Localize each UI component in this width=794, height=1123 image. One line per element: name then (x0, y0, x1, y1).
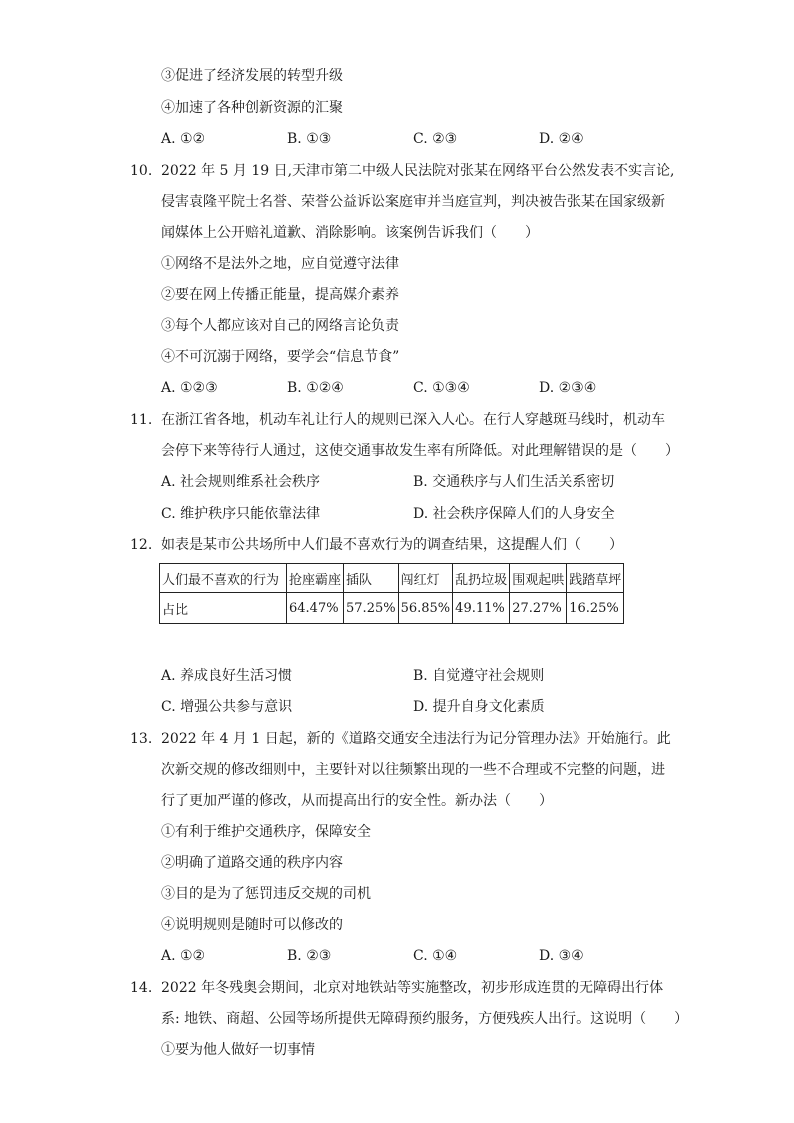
table-row (160, 593, 624, 624)
q14-stem-line-1: 2022 年冬残奥会期间，北京对地铁站等实施整改，初步形成连贯的无障碍出行体 (161, 980, 664, 996)
table-header-cell: 乱扔垃圾 (453, 564, 510, 593)
table-header-cell: 践踏草坪 (567, 564, 624, 593)
q9-choice-c: C. ②③ (413, 131, 458, 147)
q13-choice-a: A. ①② (161, 948, 206, 964)
table-cell: 占比 (160, 593, 287, 624)
q10-choice-b: B. ①②④ (287, 380, 344, 396)
q9-choice-b: B. ①③ (287, 131, 332, 147)
q11-choice-c: C. 维护秩序只能依靠法律 (161, 506, 321, 522)
table-cell: 27.27% (510, 593, 567, 624)
table-cell: 16.25% (567, 593, 624, 624)
q10-item-4: ④不可沉溺于网络，要学会“信息节食” (161, 349, 400, 365)
q11-choice-d: D. 社会秩序保障人们的人身安全 (413, 506, 615, 522)
q13-item-4: ④说明规则是随时可以修改的 (161, 917, 343, 933)
q13-item-2: ②明确了道路交通的秩序内容 (161, 855, 343, 871)
q10-stem-line-3: 闻媒体上公开赔礼道歉、消除影响。该案例告诉我们（ ） (161, 225, 539, 241)
q13-choice-c: C. ①④ (413, 948, 458, 964)
q9-choice-d: D. ②④ (539, 131, 584, 147)
q12-choice-c: C. 增强公共参与意识 (161, 699, 293, 715)
table-row (160, 564, 624, 593)
q13-choice-b: B. ②③ (287, 948, 332, 964)
table-header-cell: 抢座霸座 (287, 564, 344, 593)
q11-stem-line-2: 会停下来等待行人通过，这使交通事故发生率有所降低。对此理解错误的是（ ） (161, 443, 679, 459)
q13-stem-line-2: 次新交规的修改细则中，主要针对以往频繁出现的一些不合理或不完整的问题，进 (161, 762, 665, 778)
q9-choice-a: A. ①② (161, 131, 206, 147)
q12-choice-d: D. 提升自身文化素质 (413, 699, 545, 715)
table-cell: 57.25% (344, 593, 399, 624)
q14-stem-line-2: 系: 地铁、商超、公园等场所提供无障碍预约服务，方便残疾人出行。这说明（ ） (161, 1011, 689, 1027)
q12-number: 12. (130, 537, 153, 553)
q10-item-3: ③每个人都应该对自己的网络言论负责 (161, 318, 399, 334)
q9-option-4: ④加速了各种创新资源的汇聚 (161, 100, 343, 116)
q10-item-1: ①网络不是法外之地，应自觉遵守法律 (161, 256, 399, 272)
q12-stem-line-1: 如表是某市公共场所中人们最不喜欢行为的调查结果，这提醒人们（ ） (161, 537, 623, 553)
q10-stem-line-1: 2022 年 5 月 19 日,天津市第二中级人民法院对张某在网络平台公然发表不实言论, (161, 163, 675, 179)
q11-choice-a: A. 社会规则维系社会秩序 (161, 474, 321, 490)
q12-choice-b: B. 自觉遵守社会规则 (413, 668, 545, 684)
survey-table (159, 563, 624, 624)
table-cell: 49.11% (453, 593, 510, 624)
q13-stem-line-3: 行了更加严谨的修改，从而提高出行的安全性。新办法（ ） (161, 793, 553, 809)
table-header-cell: 插队 (344, 564, 399, 593)
q10-choice-c: C. ①③④ (413, 380, 470, 396)
q10-number: 10. (130, 163, 153, 179)
q12-choice-a: A. 养成良好生活习惯 (161, 668, 293, 684)
q13-choice-d: D. ③④ (539, 948, 584, 964)
q11-choice-b: B. 交通秩序与人们生活关系密切 (413, 474, 615, 490)
q10-choice-a: A. ①②③ (161, 380, 218, 396)
q13-item-1: ①有利于维护交通秩序，保障安全 (161, 824, 371, 840)
table-header-cell: 围观起哄 (510, 564, 567, 593)
q9-option-3: ③促进了经济发展的转型升级 (161, 68, 343, 84)
table-header-cell: 人们最不喜欢的行为 (160, 564, 287, 593)
table-cell: 56.85% (398, 593, 453, 624)
table-cell: 64.47% (287, 593, 344, 624)
q10-item-2: ②要在网上传播正能量，提高媒介素养 (161, 287, 399, 303)
q11-stem-line-1: 在浙江省各地，机动车礼让行人的规则已深入人心。在行人穿越斑马线时，机动车 (161, 412, 665, 428)
table-header-cell: 闯红灯 (398, 564, 453, 593)
q14-item-1: ①要为他人做好一切事情 (161, 1042, 315, 1058)
q11-number: 11. (130, 412, 153, 428)
q13-stem-line-1: 2022 年 4 月 1 日起，新的《道路交通安全违法行为记分管理办法》开始施行。此 (161, 731, 671, 747)
q10-stem-line-2: 侵害袁隆平院士名誉、荣誉公益诉讼案庭审并当庭宣判，判决被告张某在国家级新 (161, 194, 665, 210)
q13-number: 13. (130, 731, 153, 747)
q14-number: 14. (130, 980, 153, 996)
q10-choice-d: D. ②③④ (539, 380, 597, 396)
q13-item-3: ③目的是为了惩罚违反交规的司机 (161, 886, 371, 902)
